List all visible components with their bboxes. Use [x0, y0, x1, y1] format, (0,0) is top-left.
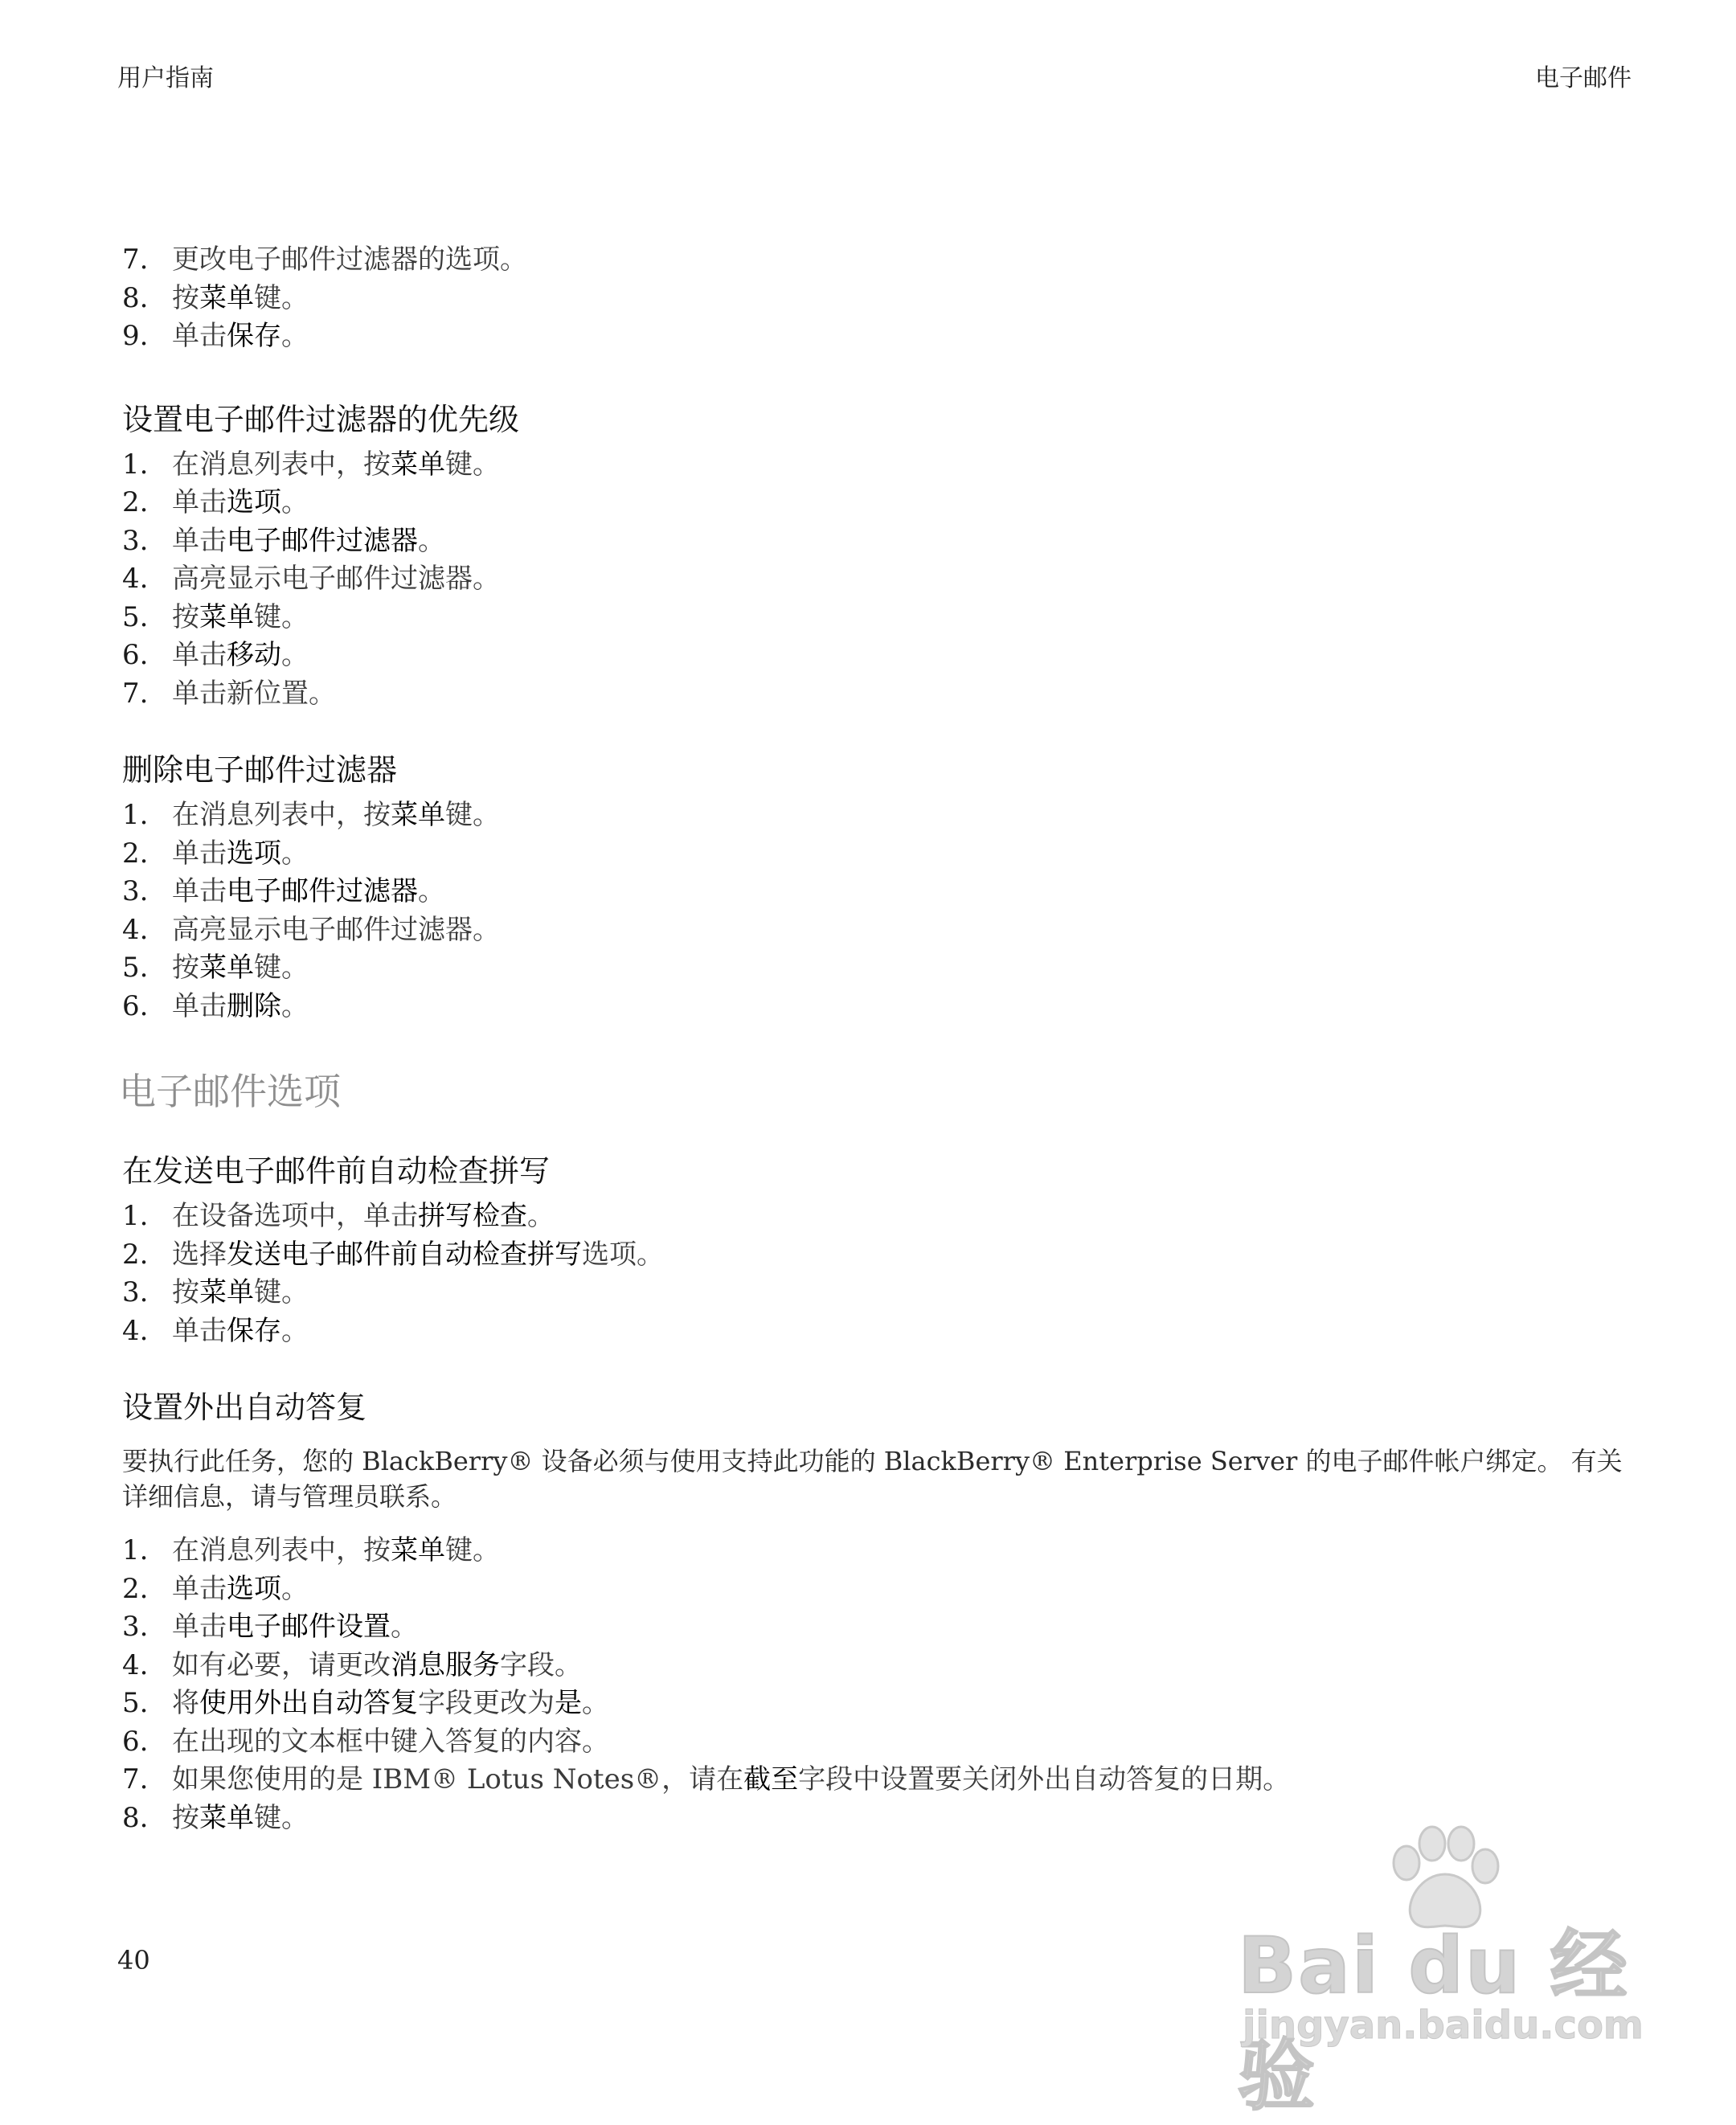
ui-term: 电子邮件设置 [227, 1611, 391, 1643]
step-text: 选择 [172, 1238, 227, 1271]
step-text: 字段中设置要关闭外出自动答复的日期。 [798, 1763, 1291, 1795]
step-number: 9. [122, 320, 149, 352]
ui-term: 拼写检查 [418, 1200, 527, 1232]
step-number: 7. [122, 1763, 149, 1795]
step-text: 字段。 [500, 1648, 582, 1681]
ui-term: 菜单 [199, 281, 254, 314]
auto-reply-heading: 设置外出自动答复 [122, 1390, 367, 1425]
ui-term: 选项 [227, 486, 281, 518]
step-text: 单击 [172, 320, 227, 352]
step-text: 在消息列表中，按 [172, 1534, 391, 1566]
step-text: 。 [281, 1572, 309, 1605]
step-text: 在消息列表中，按 [172, 448, 391, 481]
document-body [119, 241, 1633, 1837]
step-number: 5. [122, 1687, 149, 1719]
ui-term: 删除 [227, 989, 281, 1022]
step-text: 键。 [254, 600, 309, 633]
step-item [122, 1312, 1633, 1351]
step-number: 3. [122, 524, 149, 557]
step-text: 单击 [172, 486, 227, 518]
step-text: 单击 [172, 1611, 227, 1643]
spell-check-heading: 在发送电子邮件前自动检查拼写 [122, 1153, 551, 1189]
step-item [122, 1685, 1633, 1723]
ui-term: 菜单 [199, 1801, 254, 1834]
step-number: 1. [122, 799, 149, 831]
step-item [122, 1761, 1633, 1799]
step-item [122, 949, 1633, 988]
step-text: 单击 [172, 524, 227, 557]
step-number: 2. [122, 486, 149, 518]
step-number: 6. [122, 989, 149, 1022]
ui-term: 菜单 [391, 1534, 445, 1566]
ui-term: 菜单 [391, 448, 445, 481]
step-item [122, 599, 1633, 637]
auto-reply-steps [122, 1532, 1633, 1837]
ui-term: 保存 [227, 320, 281, 352]
running-header-left: 用户指南 [117, 64, 214, 92]
step-item [122, 522, 1633, 561]
step-text: 单击 [172, 639, 227, 671]
ui-term: 消息服务 [391, 1648, 500, 1681]
step-text: 高亮显示电子邮件过滤器。 [172, 563, 500, 595]
spell-check-steps [122, 1198, 1633, 1350]
step-text: 键。 [254, 1801, 309, 1834]
ui-term: 是 [555, 1687, 582, 1719]
step-number: 3. [122, 1611, 149, 1643]
step-text: 将 [172, 1687, 199, 1719]
step-text: 按 [172, 1276, 199, 1308]
step-item [122, 1570, 1633, 1609]
step-item [122, 796, 1633, 835]
step-text: 在消息列表中，按 [172, 799, 391, 831]
step-text: 如有必要，请更改 [172, 1648, 391, 1681]
step-number: 4. [122, 1648, 149, 1681]
step-text: 键。 [254, 1276, 309, 1308]
ui-term: 电子邮件过滤器 [227, 524, 418, 557]
watermark-brand: Bai du 经验 [1238, 1921, 1629, 2121]
step-item [122, 1723, 1633, 1762]
step-text: 单击 [172, 875, 227, 907]
step-item [122, 446, 1633, 485]
step-item [122, 484, 1633, 522]
step-item [122, 1236, 1633, 1275]
step-text: 。 [418, 524, 445, 557]
ui-term: 菜单 [199, 1276, 254, 1308]
step-number: 6. [122, 1725, 149, 1758]
step-text: 按 [172, 952, 199, 984]
step-text: 按 [172, 281, 199, 314]
step-item [122, 835, 1633, 874]
step-number: 8. [122, 281, 149, 314]
change-filter-steps [122, 241, 1633, 356]
step-text: 单击 [172, 1572, 227, 1605]
step-item [122, 1647, 1633, 1685]
step-item [122, 1274, 1633, 1312]
step-number: 6. [122, 639, 149, 671]
step-text: 。 [582, 1687, 609, 1719]
step-text: 。 [418, 875, 445, 907]
ui-term: 截至 [743, 1763, 799, 1795]
step-number: 2. [122, 1572, 149, 1605]
step-text: 键。 [445, 799, 500, 831]
step-number: 2. [122, 837, 149, 870]
step-number: 7. [122, 244, 149, 276]
step-text: 按 [172, 1801, 199, 1834]
step-number: 7. [122, 677, 149, 710]
step-text: 选项。 [582, 1238, 664, 1271]
step-item [122, 560, 1633, 599]
step-text: 。 [281, 320, 309, 352]
step-number: 4. [122, 563, 149, 595]
auto-reply-note: 要执行此任务，您的 BlackBerry® 设备必须与使用支持此功能的 BlackBerry® Enterprise Server 的电子邮件帐户绑定。 有关详细信息，请与管理员联系。 [122, 1446, 1623, 1512]
step-text: 单击 [172, 1314, 227, 1347]
step-item [122, 675, 1633, 714]
step-number: 1. [122, 1200, 149, 1232]
step-number: 3. [122, 1276, 149, 1308]
step-item [122, 988, 1633, 1026]
step-number: 5. [122, 952, 149, 984]
step-text: 。 [391, 1611, 418, 1643]
ui-term: 菜单 [199, 952, 254, 984]
baidu-watermark [1238, 1824, 1656, 2121]
step-number: 4. [122, 913, 149, 946]
step-text: 。 [527, 1200, 555, 1232]
ui-term: 保存 [227, 1314, 281, 1347]
step-text: 键。 [254, 952, 309, 984]
ui-term: 选项 [227, 1572, 281, 1605]
step-text: 单击新位置。 [172, 677, 336, 710]
ui-term: 使用外出自动答复 [199, 1687, 418, 1719]
step-text: 按 [172, 600, 199, 633]
step-number: 2. [122, 1238, 149, 1271]
step-text: 。 [281, 837, 309, 870]
step-text: 在设备选项中，单击 [172, 1200, 418, 1232]
delete-filter-heading: 删除电子邮件过滤器 [122, 752, 398, 788]
step-number: 5. [122, 600, 149, 633]
step-item [122, 241, 1633, 280]
set-priority-heading: 设置电子邮件过滤器的优先级 [122, 401, 520, 437]
watermark-url: jingyan.baidu.com [1243, 2003, 1644, 2048]
ui-term: 移动 [227, 639, 281, 671]
step-text: 键。 [254, 281, 309, 314]
delete-filter-steps [122, 796, 1633, 1026]
step-text: 字段更改为 [418, 1687, 555, 1719]
step-item [122, 317, 1633, 356]
ui-term: 选项 [227, 837, 281, 870]
step-item [122, 280, 1633, 318]
step-text: 。 [281, 989, 309, 1022]
step-item [122, 1532, 1633, 1570]
step-text: 更改电子邮件过滤器的选项。 [172, 244, 527, 276]
step-item [122, 637, 1633, 675]
step-item [122, 911, 1633, 950]
step-text: 单击 [172, 989, 227, 1022]
step-text: 键。 [445, 1534, 500, 1566]
step-text: 。 [281, 1314, 309, 1347]
step-text: 在出现的文本框中键入答复的内容。 [172, 1725, 609, 1758]
set-priority-steps [122, 446, 1633, 714]
step-item [122, 873, 1633, 911]
ui-term: 电子邮件过滤器 [227, 875, 418, 907]
step-number: 1. [122, 448, 149, 481]
ui-term: 菜单 [199, 600, 254, 633]
ui-term: 发送电子邮件前自动检查拼写 [227, 1238, 582, 1271]
step-item [122, 1608, 1633, 1647]
email-options-heading: 电子邮件选项 [119, 1070, 341, 1113]
step-item [122, 1198, 1633, 1236]
step-number: 1. [122, 1534, 149, 1566]
step-text: 高亮显示电子邮件过滤器。 [172, 913, 500, 946]
ui-term: 菜单 [391, 799, 445, 831]
step-text: 如果您使用的是 IBM® Lotus Notes®，请在 [172, 1763, 744, 1795]
page-number: 40 [117, 1945, 150, 1976]
step-number: 8. [122, 1801, 149, 1834]
step-number: 3. [122, 875, 149, 907]
step-text: 键。 [445, 448, 500, 481]
step-text: 单击 [172, 837, 227, 870]
running-header-right: 电子邮件 [1535, 64, 1632, 92]
step-text: 。 [281, 486, 309, 518]
step-number: 4. [122, 1314, 149, 1347]
step-text: 。 [281, 639, 309, 671]
